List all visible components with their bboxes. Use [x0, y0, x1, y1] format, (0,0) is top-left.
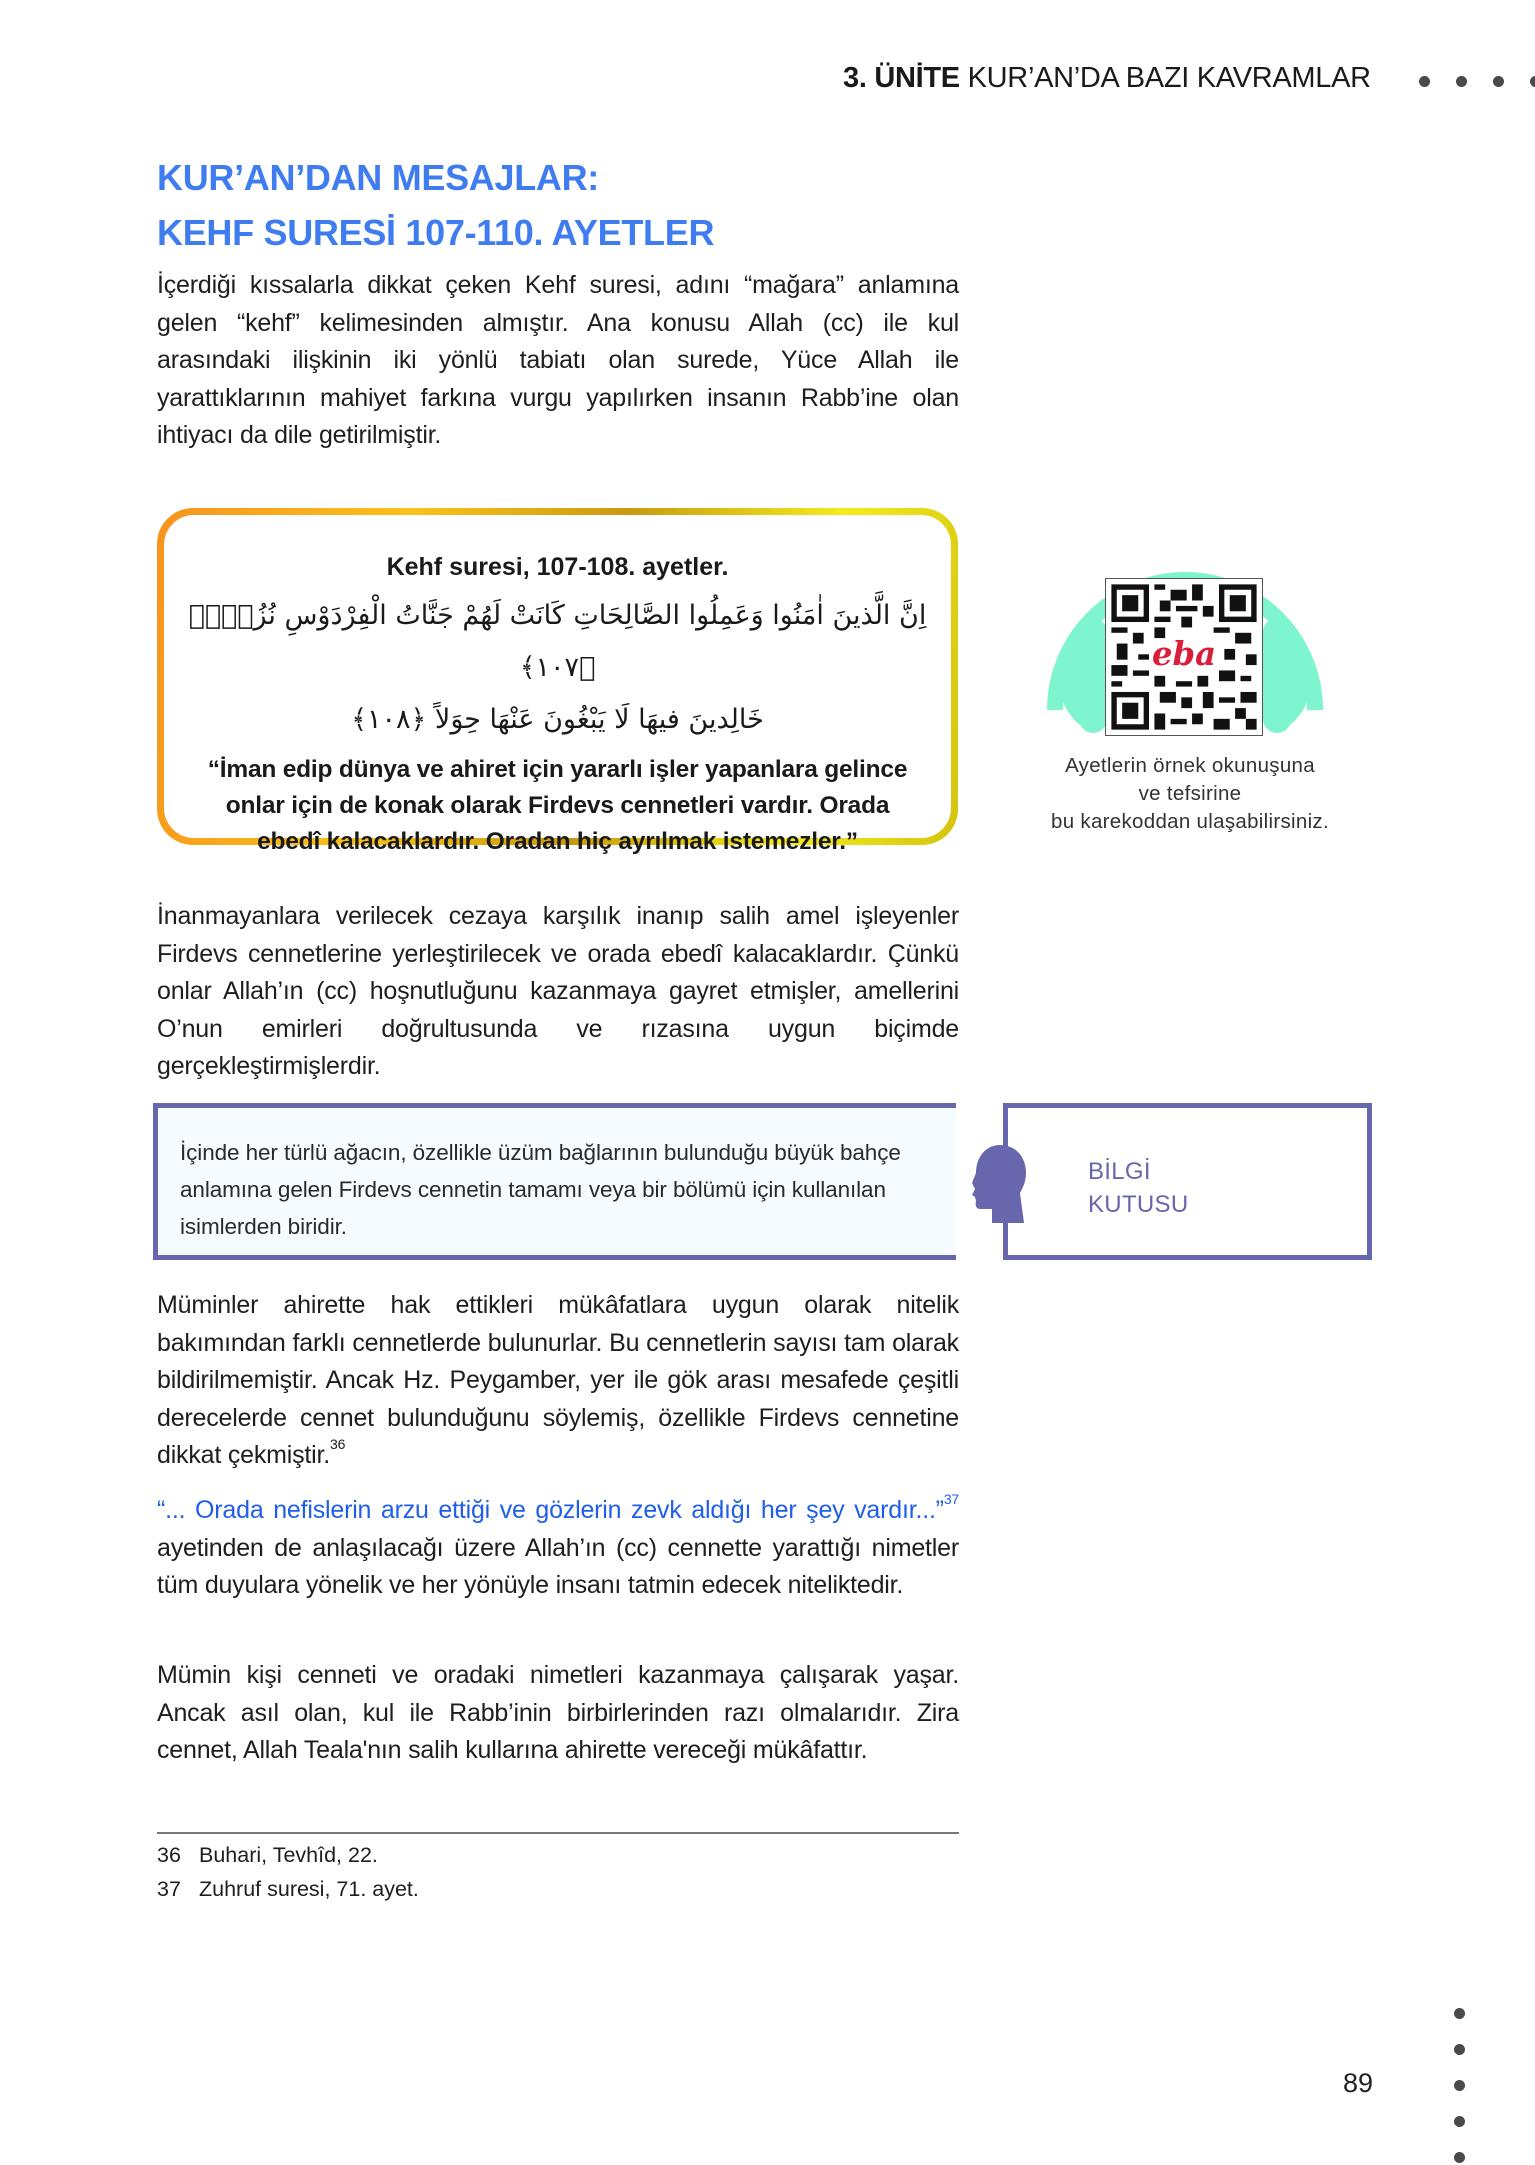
dot-icon — [1454, 2044, 1465, 2055]
paragraph-5: Mümin kişi cenneti ve oradaki nimetleri kazanmaya çalışarak yaşar. Ancak asıl olan, kul ile Rabb’inin birbirlerinden razı olmalarıdır. Zira cennet, Allah Teala'nın salih kullarına ahirette vereceği mükâfattır. — [157, 1661, 959, 1764]
paragraph-4-text: ayetinden de anlaşılacağı üzere Allah’ın (cc) cennette yarattığı nimetler tüm duyulara yönelik ve her yönüyle insanı tatmin edecek niteliktedir. — [157, 1533, 959, 1599]
dot-icon — [1454, 2080, 1465, 2091]
eba-logo: eba — [1152, 635, 1216, 674]
info-box — [153, 1103, 956, 1260]
qr-code-pattern — [1106, 579, 1262, 735]
qr-caption-line-1: Ayetlerin örnek okunuşuna — [1065, 754, 1315, 777]
dot-icon — [1454, 2008, 1465, 2019]
dot-icon — [1530, 76, 1535, 87]
qr-caption-line-3: bu karekoddan ulaşabilirsiniz. — [1051, 810, 1329, 833]
page-title-line2: KEHF SURESİ 107-110. AYETLER — [157, 212, 715, 253]
unit-number: 3. ÜNİTE — [843, 62, 960, 94]
dot-icon — [1493, 76, 1504, 87]
footnote-text: Zuhruf suresi, 71. ayet. — [199, 1877, 419, 1901]
arabic-line-1: اِنَّ الَّذينَ اٰمَنُوا وَعَمِلُوا الصَّالِحَاتِ كَانَتْ لَهُمْ جَنَّاتُ الْفِرْدَوْسِ نُزُلاًۙ ﴿١٠٧﴾ — [188, 600, 927, 683]
arabic-text — [164, 590, 951, 746]
footnote-ref-36[interactable]: 36 — [330, 1436, 346, 1452]
paragraph-2: İnanmayanlara verilecek cezaya karşılık inanıp salih amel işleyenler Firdevs cennetlerine yerleştirilecek ve orada ebedî kalacaklardır. Çünkü onlar Allah’ın (cc) hoşnutluğunu kazanmaya gayret etmişler, amellerini O’nun emirleri doğrultusunda ve rızasına uygun biçimde gerçekleştirmişlerdir. — [157, 902, 959, 1080]
bilgi-label-line-1: BİLGİ — [1088, 1158, 1151, 1185]
dot-icon — [1456, 76, 1467, 87]
bilgi-label-line-2: KUTUSU — [1088, 1191, 1189, 1218]
ayet-title: Kehf suresi, 107-108. ayetler. — [386, 553, 729, 581]
quran-quote: “... Orada nefislerin arzu ettiği ve gözlerin zevk aldığı her şey vardır...” — [157, 1496, 944, 1524]
page-number: 89 — [1343, 2068, 1374, 2098]
ayet-box-inner — [164, 515, 951, 855]
dot-icon — [1419, 76, 1430, 87]
footnote-number: 36 — [157, 1843, 181, 1867]
paragraph-4 — [157, 1492, 959, 1605]
footnote-divider — [157, 1832, 959, 1834]
qr-caption — [1010, 752, 1370, 836]
footnote-ref-37[interactable]: 37 — [943, 1491, 959, 1507]
footnote-number: 37 — [157, 1877, 181, 1901]
page-title — [157, 150, 714, 260]
paragraph-3-text: Müminler ahirette hak ettikleri mükâfatlara uygun olarak nitelik bakımından farklı cennetlerde bulunurlar. Bu cennetlerin sayısı tam olarak bildirilmemiştir. Ancak Hz. Peygamber, yer ile gök arası mesafede çeşitli derecelerde cennet bulunduğunu söylemiş, özellikle Firdevs cennetine dikkat çekmiştir. — [157, 1291, 959, 1469]
head-profile-icon — [970, 1143, 1030, 1225]
unit-title: KUR’AN’DA BAZI KAVRAMLAR — [967, 62, 1371, 94]
paragraph-3 — [157, 1287, 959, 1475]
info-box-text: İçinde her türlü ağacın, özellikle üzüm bağlarının bulunduğu büyük bahçe anlamına gelen Firdevs cennetin tamamı veya bir bölümü için kullanılan isimlerden biridir. — [180, 1140, 901, 1239]
footnote-37 — [157, 1877, 419, 1902]
footnote-36 — [157, 1843, 378, 1868]
ayet-box — [157, 508, 958, 855]
qr-caption-line-2: ve tefsirine — [1138, 782, 1242, 805]
footnote-text: Buhari, Tevhîd, 22. — [199, 1843, 378, 1867]
qr-code[interactable] — [1105, 578, 1263, 736]
ayet-translation: “İman edip dünya ve ahiret için yararlı işler yapanlara gelince onlar için de konak olarak Firdevs cennetleri vardır. Orada ebedî kalacaklardır. Oradan hiç ayrılmak istemezler.” — [207, 756, 908, 855]
dot-icon — [1454, 2152, 1465, 2163]
page-title-line1: KUR’AN’DAN MESAJLAR: — [157, 157, 599, 198]
decorative-dots-horizontal — [1419, 76, 1535, 87]
intro-paragraph: İçerdiği kıssalarla dikkat çeken Kehf suresi, adını “mağara” anlamına gelen “kehf” kelimesinden almıştır. Ana konusu Allah (cc) ile kul arasındaki ilişkinin iki yönlü tabiatı olan surede, Yüce Allah ile yarattıklarının mahiyet farkına vurgu yapılırken insanın Rabb’ine olan ihtiyacı da dile getirilmiştir. — [157, 271, 959, 449]
dot-icon — [1454, 2116, 1465, 2127]
bilgi-kutusu-label — [1088, 1155, 1188, 1221]
arabic-line-2: خَالِدينَ فيهَا لَا يَبْغُونَ عَنْهَا حِوَلاً ﴿١٠٨﴾ — [351, 704, 764, 735]
unit-header — [843, 62, 1371, 95]
decorative-dots-vertical — [1454, 2008, 1465, 2163]
